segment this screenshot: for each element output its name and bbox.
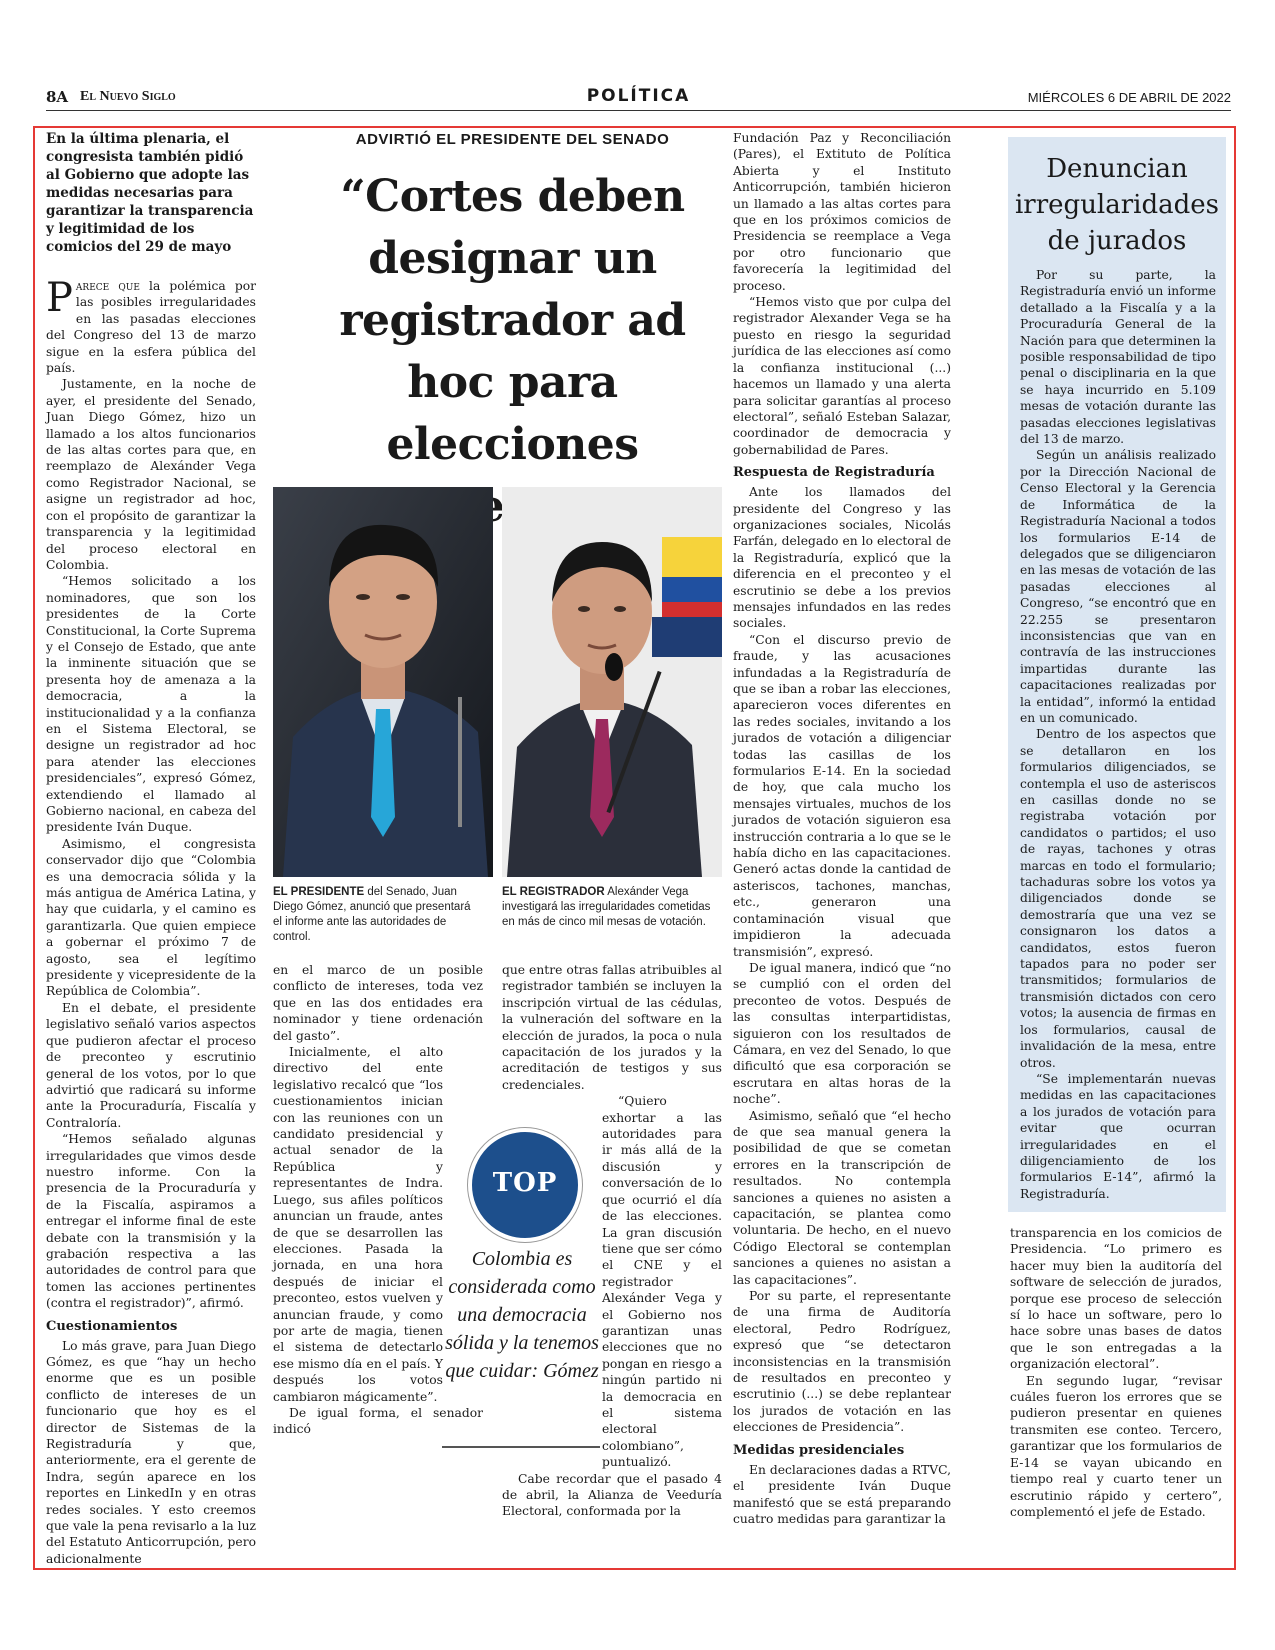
paragraph: De igual forma, el senador indicó	[273, 1405, 483, 1437]
paragraph: Según un análisis realizado por la Dirección Nacional de Censo Electoral y la Gerencia de Informática de la Registraduría Nacional a todos los formularios E-14 de delegados que se diligenciaron en las mesas de votación de las pasadas elecciones al Congreso, “se encontró que en 22.255 se presentaron inconsistencias que van en contravía de las instrucciones impartidas durante las capacitaciones realizadas por la entidad”, informó la entidad en un comunicado.	[1020, 448, 1216, 725]
drop-cap: P	[46, 275, 73, 321]
subheading-medidas: Medidas presidenciales	[733, 1442, 905, 1458]
paragraph: Justamente, en la noche de ayer, el presidente del Senado, Juan Diego Gómez, hizo un llamado a los altos funcionarios de las altas cortes para que, en reemplazo de Alexánder Vega como Registrador Nacional, se asigne un registrador ad hoc, con el propósito de garantizar la transparencia y la legitimidad del proceso electoral en Colombia.	[46, 377, 256, 572]
section-title: POLÍTICA	[586, 86, 691, 106]
pull-quote-rule	[442, 1446, 600, 1448]
paragraph: “Quiero exhortar a las autoridades para ir más allá de la discusión y conversación de lo que ocurrió el día de las elecciones. La gran discusión tiene que ser cómo el CNE y el registrador Alexánder Vega y el Gobierno nos garantizan unas elecciones que no pongan en riesgo a ningún partido ni la democracia en el sistema electoral colombiano”, puntualizó.	[602, 1094, 722, 1470]
subheading-cuestionamientos: Cuestionamientos	[46, 1318, 178, 1334]
pull-quote: Colombia es considerada como una democracia sólida y la tenemos que cuidar: Gómez	[445, 1248, 599, 1382]
photo-caption-left: EL PRESIDENTE del Senado, Juan Diego Gómez, anunció que presentará el informe ante las autoridades de control.	[273, 886, 471, 943]
top-badge: TOP	[468, 1128, 582, 1242]
paragraph: Ante los llamados del presidente del Congreso y las organizaciones sociales, Nicolás Farfán, delegado en lo electoral de la Registraduría, explicó que la diferencia en el preconteo y el escrutinio se debe a los previos mensajes infundados en las redes sociales.	[733, 485, 951, 631]
portrait-image	[273, 487, 493, 877]
column-5	[1010, 1225, 1222, 1520]
paragraph: en el marco de un posible conflicto de intereses, toda vez que en las dos entidades era nominador y tiene ordenación del gasto”.	[273, 963, 483, 1043]
paragraph: Por su parte, el representante de una firma de Auditoría electoral, Pedro Rodríguez, expresó que “se detectaron inconsistencias en la transmisión de resultados en preconteo y escrutinio (...) se debe replantear los jurados de votación en las elecciones de Presidencia”.	[733, 1289, 951, 1435]
paragraph: En segundo lugar, “revisar cuáles fueron los errores que se pudieron presentar en quienes transmiten ese conteo. Tercero, garantizar que los formularios de E-14 se vayan ubicando en tiempo real y cuarto tener un escrutinio rápido y certero”, complementó el jefe de Estado.	[1010, 1373, 1222, 1519]
photo-caption-right: EL REGISTRADOR Alexánder Vega investigará las irregularidades cometidas en más de cinco mil mesas de votación.	[502, 886, 711, 928]
issue-date: MIÉRCOLES 6 DE ABRIL DE 2022	[1027, 90, 1231, 105]
portrait-image	[502, 487, 722, 877]
paragraph: “Con el discurso previo de fraude, y las acusaciones infundadas a la Registraduría de que se iban a robar las elecciones, aparecieron voces diferentes en las redes sociales, invitando a los jurados de votación a diligenciar todas las casillas de los formularios E-14. En la sociedad de hoy, que cala mucho los mensajes virtuales, muchos de los jurados de votación siguieron esa instrucción contraria a lo que se le había dicho en las capacitaciones. Generó actas donde la cantidad de asteriscos, tachones, manchas, etc., generaron una contaminación visual que impidieron la adecuada transmisión”, expresó.	[733, 632, 951, 959]
paragraph: “Hemos solicitado a los nominadores, que son los presidentes de la Corte Constitucional, la Corte Suprema y el Consejo de Estado, que ante la inminente situación que se presenta hoy de amenaza a la democracia, a la institucionalidad y a la confianza en el Sistema Electoral, se designe un registrador ad hoc para atender las elecciones presidenciales”, expresó Gómez, extendiendo el llamado al Gobierno nacional, en cabeza del presidente Iván Duque.	[46, 574, 256, 835]
newspaper-name: El Nuevo Siglo	[80, 89, 176, 104]
paragraph: Inicialmente, el alto directivo del ente legislativo recalcó que “los cuestionamientos inician con las reuniones con un candidato presidencial y actual senador de la República y representantes de Indra. Luego, sus afiles políticos anuncian un fraude, antes de que se desarrollen las elecciones. Pasada la jornada, en una hora después de iniciar el preconteo, estos vuelven y anuncian fraude, y como por arte de magia, tienen el sistema de detectarlo ese mismo día en el país. Y después los votos cambiaron mágicamente”.	[273, 1045, 443, 1404]
page-number: 8A	[46, 88, 69, 106]
paragraph: Dentro de los aspectos que se detallaron en los formularios diligenciados, se contempla el uso de asteriscos en casillas donde no se registraba votación por candidatos o partidos; el uso de rayas, tachones y otras marcas en todo el formulario; tachaduras sobre los votos ya diligenciados donde se demostraría que una vez se consignaron los datos a candidatos, estos fueron tapados para no poder ser transmitidos; formularios de transmisión dictados con cero votos; la ausencia de firmas en los formularios, causal de invalidación de la mesa, entre otros.	[1020, 727, 1216, 1070]
paragraph: “Hemos señalado algunas irregularidades que vimos desde nuestro informe. Con la presencia de la Procuraduría y de la Fiscalía, aspiramos a entregar el informe final de este debate con la transmisión y la grabación respectiva a las autoridades de control para que tomen las acciones pertinentes (contra el registrador)”, afirmó.	[46, 1132, 256, 1311]
headline: “Cortes deben designar un registrador ad hoc para elecciones	[339, 171, 686, 470]
paragraph: De igual manera, indicó que “no se cumplió con el orden del preconteo de votos. Después de las consultas interpartidistas, siguieron con los resultados de Cámara, en vez del Senado, lo que dificultó que esa corporación se escrutara en altas horas de la noche”.	[733, 960, 951, 1107]
supra-headline: ADVIRTIÓ EL PRESIDENTE DEL SENADO	[355, 131, 670, 148]
paragraph: Por su parte, la Registraduría envió un informe detallado a la Fiscalía y a la Procuraduría General de la Nación para que determinen la posible responsabilidad de tipo penal o disciplinaria en la que se haya incurrido en 5.109 mesas de votación durante las pasadas elecciones legislativas del 13 de marzo.	[1020, 268, 1216, 447]
photo-alexander-vega	[502, 487, 722, 877]
page-header	[46, 88, 1231, 111]
paragraph: transparencia en los comicios de Presidencia. “Lo primero es hacer muy bien la auditoría del software de selección de jurados, porque ese proceso de selección sí lo hace un software, pero lo hace sobre unas bases de datos que le son entregadas a la organización electoral”.	[1010, 1226, 1222, 1372]
paragraph: “Se implementarán nuevas medidas en las capacitaciones a los jurados de votación para evitar que ocurran irregularidades en el diligenciamiento de los formularios E-14”, afirmó la Registraduría.	[1020, 1071, 1216, 1201]
column-4	[733, 130, 951, 1527]
column-1	[46, 130, 256, 1567]
sidebar-box	[1008, 137, 1226, 1212]
sidebar-title: Denuncian irregularidades de jurados	[1014, 154, 1220, 256]
sidebar-body	[1020, 267, 1216, 1202]
lead-paragraph: Parece que la polémica por las posibles irregularidades en las pasadas elecciones del Congreso del 13 de marzo sigue en la esfera pública del país.	[46, 275, 256, 376]
paragraph: Cabe recordar que el pasado 4 de abril, la Alianza de Veeduría Electoral, conformada por la	[502, 1471, 722, 1519]
paragraph: En declaraciones dadas a RTVC, el presidente Iván Duque manifestó que se está preparando cuatro medidas para garantizar la	[733, 1462, 951, 1526]
paragraph: que entre otras fallas atribuibles al registrador también se incluyen la inscripción virtual de las cédulas, la vulneración del software en la elección de jurados, la poca o nula capacitación de los jurados y la acreditación de testigos y sus credenciales.	[502, 963, 722, 1092]
subheading-respuesta: Respuesta de Registraduría	[733, 465, 935, 481]
photo-juan-diego-gomez	[273, 487, 493, 877]
paragraph: En el debate, el presidente legislativo señaló varios aspectos que pudieron afectar el proceso de preconteo y escrutinio general de los votos, por lo que advirtió que radicará su informe ante la Procuraduría, Fiscalía y Contraloría.	[46, 1000, 256, 1130]
paragraph: Fundación Paz y Reconciliación (Pares), el Extituto de Política Abierta y el Instituto Anticorrupción, también hicieron un llamado a las altas cortes para que en los próximos comicios de Presidencia se reemplace a Vega por otro funcionario que favorecería la legitimidad del proceso.	[733, 131, 951, 293]
paragraph: Lo más grave, para Juan Diego Gómez, es que “hay un hecho enorme que es un posible conflicto de intereses de un funcionario que hoy es el director de Sistemas de la Registraduría y que, anteriormente, era el gerente de Indra, según aparece en los reportes en LinkedIn y en otras redes sociales. Y esto creemos que vale la pena revisarlo a la luz del Estatuto Anticorrupción, pero adicionalmente	[46, 1338, 256, 1566]
paragraph: Asimismo, señaló que “el hecho de que sea manual genera la posibilidad de que se cometan errores en la transcripción de resultados. No contempla sanciones a quienes no asisten a capacitación, se plantea como voluntaria. De hecho, en el nuevo Código Electoral se contemplan sanciones a quienes no asistan a las capacitaciones”.	[733, 1108, 951, 1287]
paragraph: Asimismo, el congresista conservador dijo que “Colombia es una democracia sólida y la más antigua de América Latina, y hay que cuidarla, y el camino es garantizarla. Que quien empiece a gobernar el próximo 7 de agosto, sea el legítimo presidente y vicepresidente de la República de Colombia”.	[46, 836, 256, 999]
kicker: En la última plenaria, el congresista también pidió al Gobierno que adopte las medidas necesarias para garantizar la transparencia y legitimidad de los comicios del 29 de mayo	[46, 131, 254, 255]
paragraph: “Hemos visto que por culpa del registrador Alexander Vega se ha puesto en riesgo la seguridad jurídica de las elecciones así como la confianza institucional (...) hacemos un llamado y una alerta para solicitar garantías al proceso electoral”, señaló Esteban Salazar, coordinador de democracia y gobernabilidad de Pares.	[733, 295, 951, 457]
